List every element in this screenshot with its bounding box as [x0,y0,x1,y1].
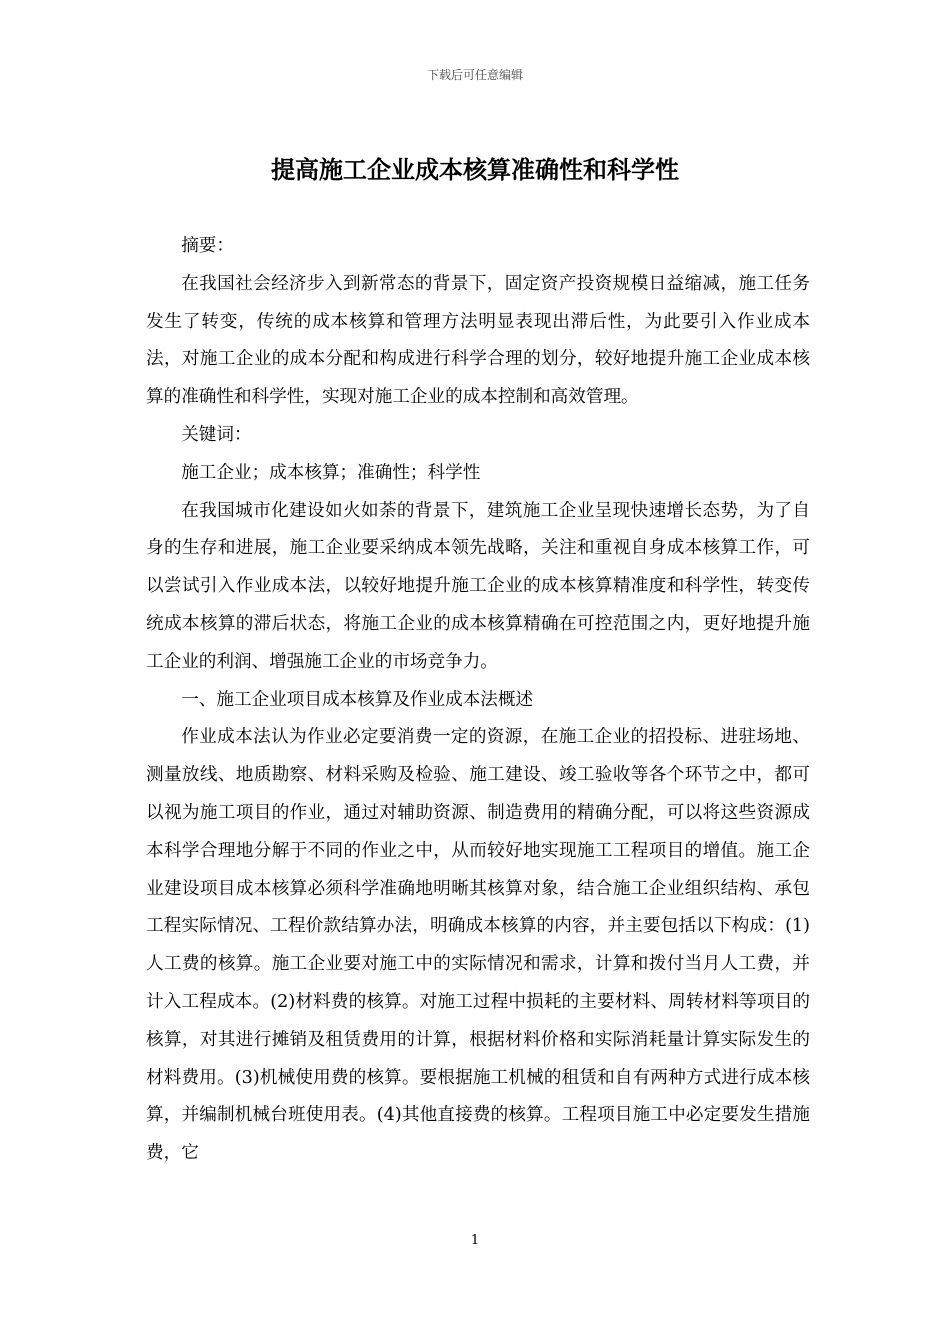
keywords-paragraph: 施工企业；成本核算；准确性；科学性 [181,462,481,483]
section-heading: 一、施工企业项目成本核算及作业成本法概述 [181,689,534,710]
keywords-label: 关键词： [181,424,252,445]
document-body [146,228,810,1173]
intro-paragraph: 在我国城市化建设如火如荼的背景下，建筑施工企业呈现快速增长态势，为了自身的生存和进展，施工企业要采纳成本领先战略，关注和重视自身成本核算工作，可以尝试引入作业成本法，以较好地提升施工企业的成本核算精准度和科学性，转变传统成本核算的滞后状态，将施工企业的成本核算精确在可控范围之内，更好地提升施工企业的利润、增强施工企业的市场竞争力。 [146,500,810,672]
document-title: 提高施工企业成本核算准确性和科学性 [271,156,679,184]
page-number: 1 [470,1233,480,1248]
abstract-paragraph: 在我国社会经济步入到新常态的背景下，固定资产投资规模日益缩减，施工任务发生了转变，传统的成本核算和管理方法明显表现出滞后性，为此要引入作业成本法，对施工企业的成本分配和构成进行科学合理的划分，较好地提升施工企业成本核算的准确性和科学性，实现对施工企业的成本控制和高效管理。 [146,273,810,408]
page-header: 下载后可任意编辑 [426,68,523,82]
section-paragraph: 作业成本法认为作业必定要消费一定的资源，在施工企业的招投标、进驻场地、测量放线、地质勘察、材料采购及检验、施工建设、竣工验收等各个环节之中，都可以视为施工项目的作业，通过对辅助资源、制造费用的精确分配，可以将这些资源成本科学合理地分解于不同的作业之中，从而较好地实现施工工程项目的增值。施工企业建设项目成本核算必须科学准确地明晰其核算对象，结合施工企业组织结构、承包工程实际情况、工程价款结算办法，明确成本核算的内容，并主要包括以下构成：(1)人工费的核算。施工企业要对施工中的实际情况和需求，计算和拨付当月人工费，并计入工程成本。(2)材料费的核算。对施工过程中损耗的主要材料、周转材料等项目的核算，对其进行摊销及租赁费用的计算，根据材料价格和实际消耗量计算实际发生的材料费用。(3)机械使用费的核算。要根据施工机械的租赁和自有两种方式进行成本核算，并编制机械台班使用表。(4)其他直接费的核算。工程项目施工中必定要发生措施费，它 [146,727,810,1164]
abstract-label: 摘要： [181,236,234,256]
